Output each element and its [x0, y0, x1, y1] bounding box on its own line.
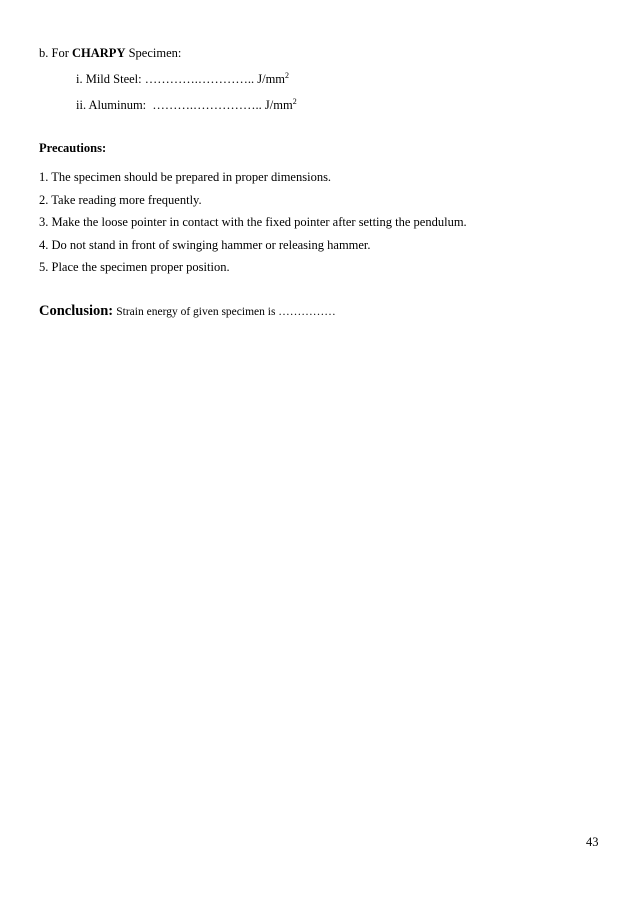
mild-steel-label: i. Mild Steel:: [76, 72, 142, 86]
charpy-bold-label: CHARPY: [72, 46, 126, 60]
precaution-item-2: 2. Take reading more frequently.: [39, 193, 202, 207]
charpy-heading: [39, 45, 181, 61]
aluminum-label: ii. Aluminum:: [76, 98, 147, 112]
mild-steel-blank: ………….………….. J/mm: [144, 72, 286, 86]
conclusion-text: Strain energy of given specimen is ……………: [116, 306, 336, 318]
mild-steel-unit-exponent: 2: [285, 71, 290, 80]
aluminum-blank: ……….…………….. J/mm: [152, 98, 293, 112]
aluminum-row: [76, 97, 297, 113]
precautions-heading: Precautions:: [39, 141, 107, 155]
page-number: 43: [586, 835, 599, 849]
charpy-suffix: Specimen:: [128, 46, 182, 60]
precaution-item-3: 3. Make the loose pointer in contact with the fixed pointer after setting the pendulum.: [39, 215, 467, 229]
precaution-item-4: 4. Do not stand in front of swinging hammer or releasing hammer.: [39, 238, 371, 252]
charpy-prefix: b. For: [39, 46, 69, 60]
mild-steel-row: [76, 71, 289, 87]
precaution-item-1: 1. The specimen should be prepared in proper dimensions.: [39, 170, 332, 184]
conclusion-heading: Conclusion:: [39, 303, 114, 319]
conclusion-row: [39, 303, 336, 320]
aluminum-unit-exponent: 2: [292, 97, 297, 106]
precaution-item-5: 5. Place the specimen proper position.: [39, 260, 230, 274]
